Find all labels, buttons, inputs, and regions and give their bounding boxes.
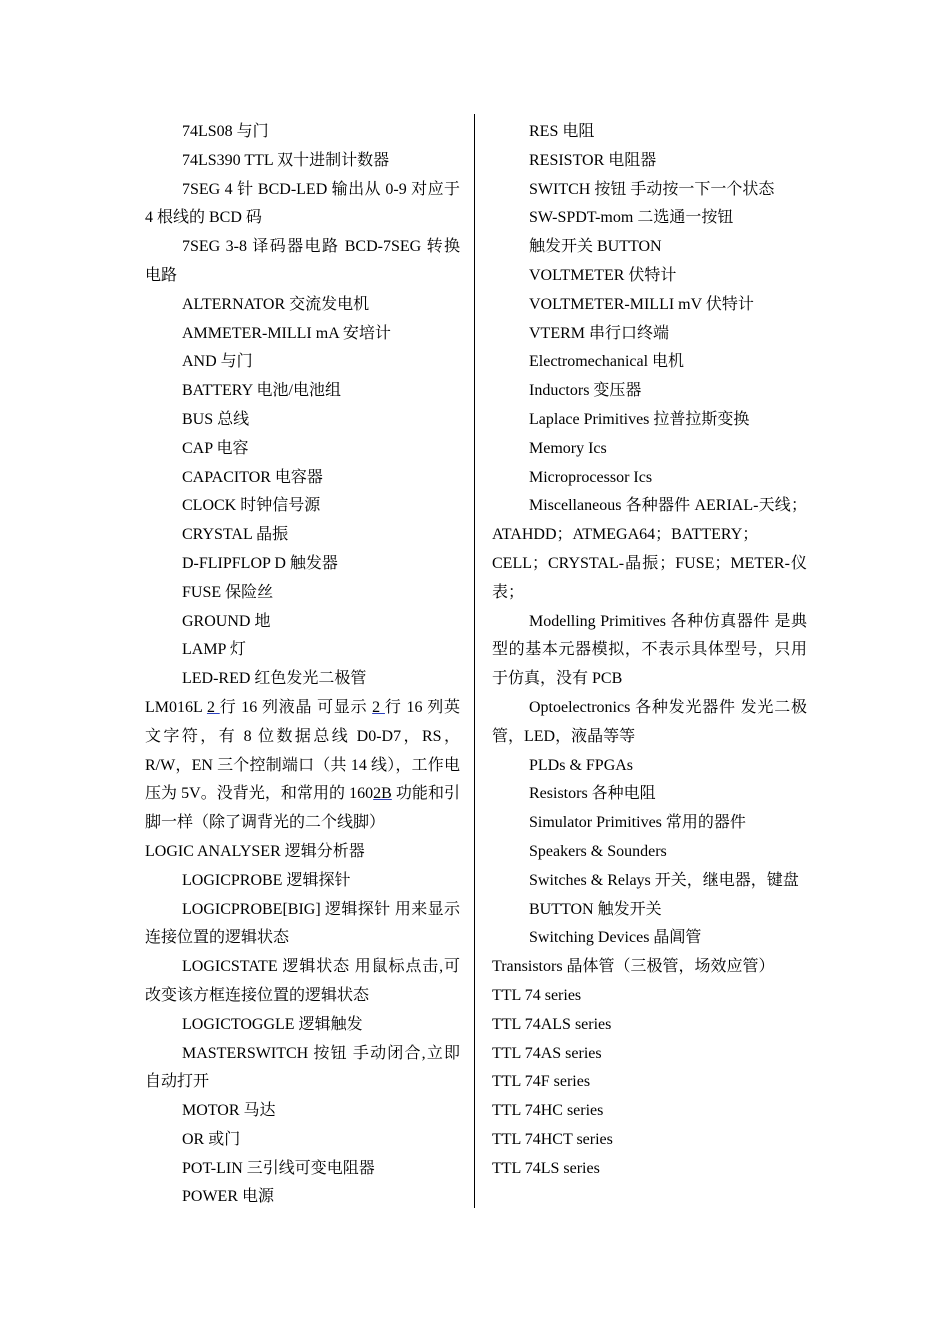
entry-switch: SWITCH 按钮 手动按一下一个状态 — [529, 180, 775, 198]
entry-res: RES 电阻 — [529, 123, 595, 140]
underlined-text: 2 — [206, 698, 220, 716]
entry-ttl-74als: TTL 74ALS series — [492, 1015, 612, 1033]
entry-voltmeter: VOLTMETER 伏特计 — [529, 266, 677, 284]
entry-clock: CLOCK 时钟信号源 — [182, 497, 321, 515]
entry-battery: BATTERY 电池/电池组 — [182, 382, 341, 400]
entry-ttl-74ls: TTL 74LS series — [492, 1159, 600, 1177]
entry-fuse: FUSE 保险丝 — [182, 583, 274, 601]
underlined-text: 2 — [372, 698, 385, 716]
entry-masterswitch: MASTERSWITCH 按钮 手动闭合,立即自动打开 — [145, 1044, 460, 1091]
entry-alternator: ALTERNATOR 交流发电机 — [182, 295, 370, 313]
entry-led-red: LED-RED 红色发光二极管 — [182, 670, 367, 688]
entry-logicstate: LOGICSTATE 逻辑状态 用鼠标点击,可改变该方框连接位置的逻辑状态 — [145, 958, 460, 1004]
entry-and: AND 与门 — [182, 353, 253, 371]
entry-inductors: Inductors 变压器 — [529, 382, 642, 400]
entry-switches-relays: Switches & Relays 开关，继电器，键盘 — [529, 871, 799, 889]
entry-ammeter-milli: AMMETER-MILLI mA 安培计 — [182, 324, 391, 342]
entry-button: BUTTON 触发开关 — [529, 900, 662, 918]
left-column — [145, 118, 460, 1212]
entry-logic-analyser: LOGIC ANALYSER 逻辑分析器 — [145, 842, 365, 860]
entry-microprocessor-ics: Microprocessor Ics — [529, 468, 653, 486]
entry-pot-lin: POT-LIN 三引线可变电阻器 — [182, 1159, 375, 1177]
entry-voltmeter-milli: VOLTMETER-MILLI mV 伏特计 — [529, 295, 754, 313]
entry-ttl-74hc: TTL 74HC series — [492, 1102, 604, 1120]
entry-74ls390: 74LS390 TTL 双十进制计数器 — [182, 151, 390, 169]
entry-capacitor: CAPACITOR 电容器 — [182, 468, 323, 486]
entry-lm016l: LM016L 2 行 16 列液晶 可显示 2 行 16 列英文字符，有 8 位数据总线 D0-D7，RS，R/W，EN 三个控制端口（共 14 线），工作电压为 5V。没背光，和常用的 1602B 功能和引脚一样（除了调背光的二个线脚） — [145, 698, 460, 832]
entry-logictoggle: LOGICTOGGLE 逻辑触发 — [182, 1015, 363, 1033]
entry-logicprobe-big: LOGICPROBE[BIG] 逻辑探针 用来显示连接位置的逻辑状态 — [145, 900, 460, 947]
underlined-text: 2B — [373, 785, 392, 803]
entry-laplace-primitives: Laplace Primitives 拉普拉斯变换 — [529, 410, 750, 428]
entry-ttl-74f: TTL 74F series — [492, 1073, 591, 1091]
entry-logicprobe: LOGICPROBE 逻辑探针 — [182, 871, 351, 889]
entry-miscellaneous: Miscellaneous 各种器件 AERIAL-天线；ATAHDD；ATMEGA64；BATTERY；CELL；CRYSTAL-晶振；FUSE；METER-仪表； — [492, 497, 807, 601]
entry-7seg-bcd-led: 7SEG 4 针 BCD-LED 输出从 0-9 对应于 4 根线的 BCD 码 — [145, 180, 460, 227]
entry-74ls08: 74LS08 与门 — [182, 123, 269, 140]
entry-crystal: CRYSTAL 晶振 — [182, 526, 289, 544]
entry-optoelectronics: Optoelectronics 各种发光器件 发光二极管，LED，液晶等等 — [492, 698, 807, 745]
entry-trigger-button: 触发开关 BUTTON — [529, 238, 662, 256]
entry-power: POWER 电源 — [182, 1188, 275, 1206]
entry-transistors: Transistors 晶体管（三极管，场效应管） — [492, 958, 775, 976]
right-column — [492, 118, 807, 1183]
entry-bus: BUS 总线 — [182, 410, 250, 428]
entry-vterm: VTERM 串行口终端 — [529, 324, 670, 342]
entry-plds-fpgas: PLDs & FPGAs — [529, 756, 634, 774]
entry-ttl-74: TTL 74 series — [492, 986, 582, 1004]
entry-cap: CAP 电容 — [182, 439, 249, 457]
entry-speakers-sounders: Speakers & Sounders — [529, 842, 667, 860]
entry-switching-devices: Switching Devices 晶阊管 — [529, 929, 702, 947]
entry-ttl-74as: TTL 74AS series — [492, 1044, 602, 1062]
entry-sw-spdt-mom: SW-SPDT-mom 二选通一按钮 — [529, 209, 734, 227]
entry-resistors: Resistors 各种电阻 — [529, 785, 656, 803]
entry-motor: MOTOR 马达 — [182, 1102, 276, 1120]
entry-simulator-primitives: Simulator Primitives 常用的器件 — [529, 814, 746, 832]
entry-lamp: LAMP 灯 — [182, 641, 246, 659]
entry-resistor: RESISTOR 电阻器 — [529, 151, 657, 169]
entry-electromechanical: Electromechanical 电机 — [529, 353, 685, 371]
entry-or: OR 或门 — [182, 1130, 241, 1148]
column-divider — [474, 114, 475, 1208]
entry-d-flipflop: D-FLIPFLOP D 触发器 — [182, 554, 338, 572]
entry-ttl-74hct: TTL 74HCT series — [492, 1130, 613, 1148]
entry-7seg-decoder: 7SEG 3-8 译码器电路 BCD-7SEG 转换电路 — [145, 238, 460, 284]
entry-modelling-primitives: Modelling Primitives 各种仿真器件 是典型的基本元器模拟，不表示具体型号，只用于仿真，没有 PCB — [492, 612, 807, 688]
entry-memory-ics: Memory Ics — [529, 439, 607, 457]
entry-ground: GROUND 地 — [182, 612, 271, 630]
